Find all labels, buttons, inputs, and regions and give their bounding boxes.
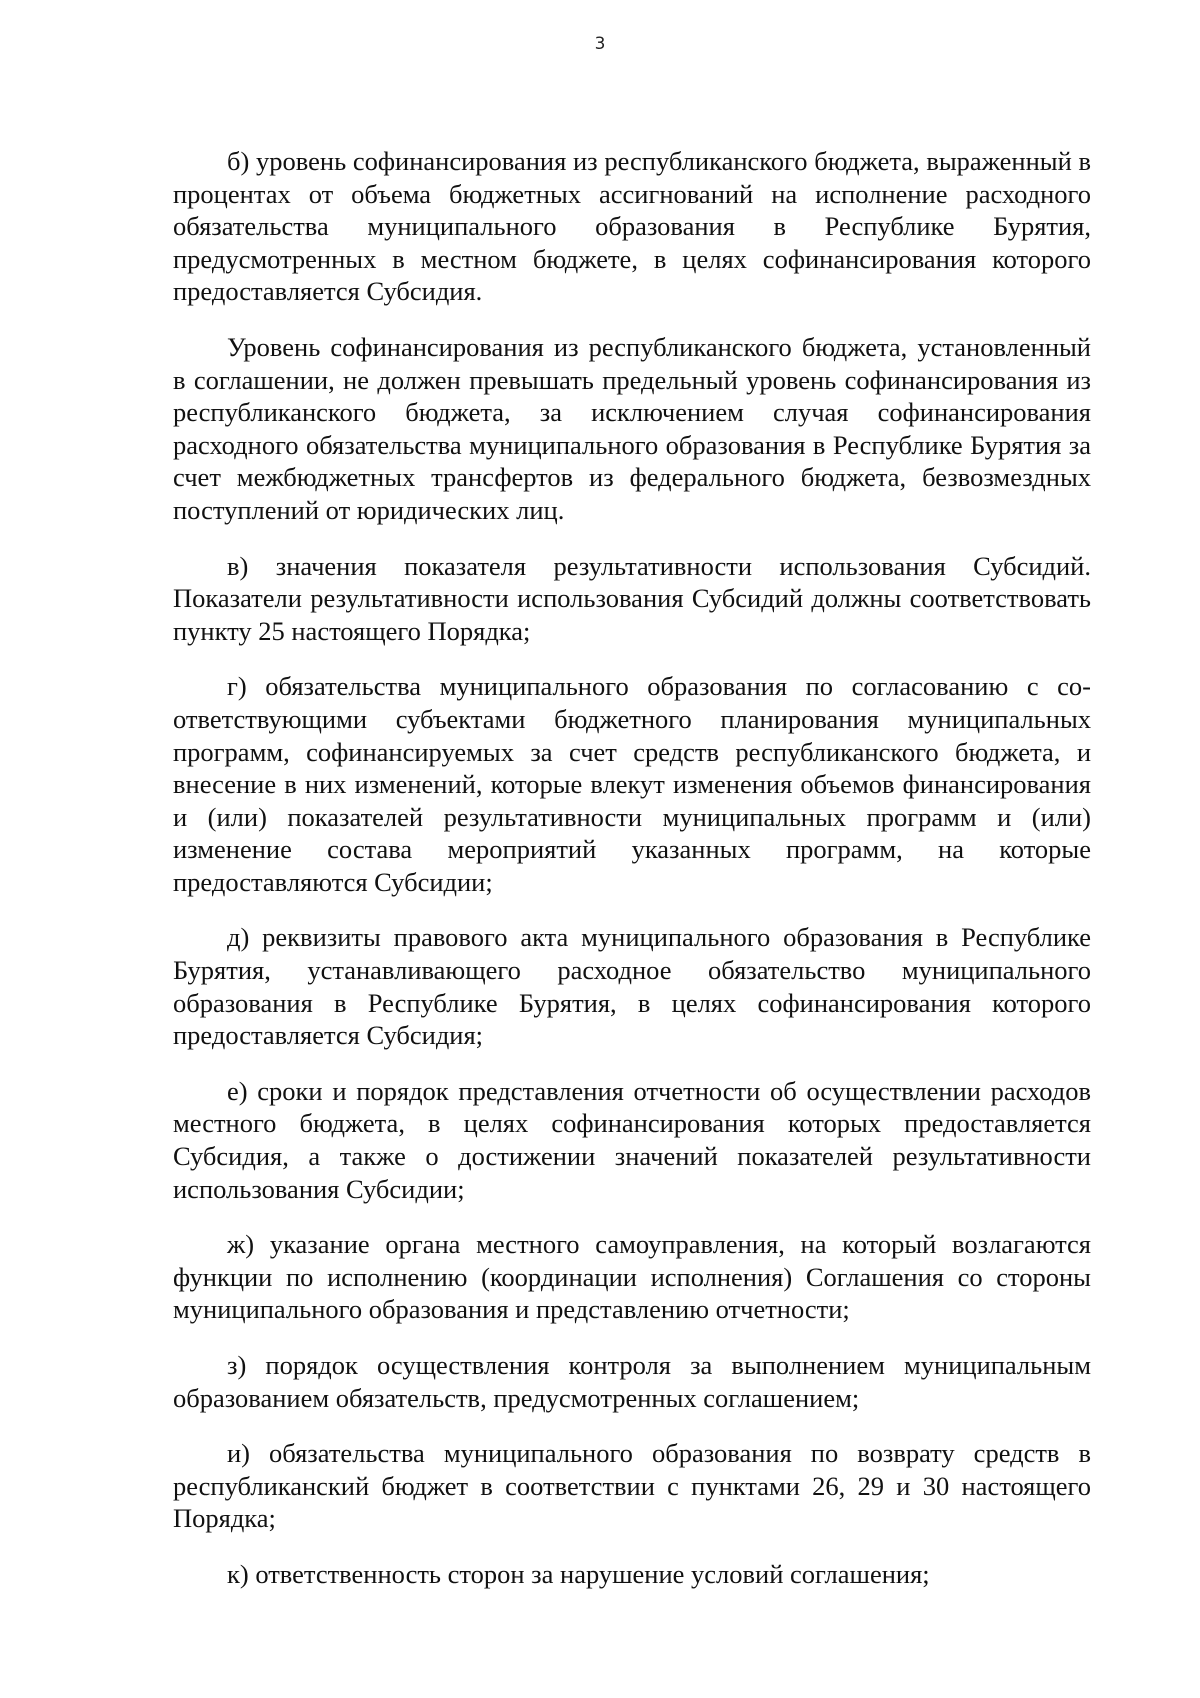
paragraph-e: е) сроки и порядок представления отчетности об осуществлении расходов местного бюджета, в целях софинансирования которых предоставляется Субсидия, а также о достижении значений показателей результативности использования Субсидии; [173,1075,1091,1204]
paragraph-k: к) ответственность сторон за нарушение условий соглашения; [227,1558,930,1589]
page-number: 3 [594,34,606,54]
paragraph-z: з) порядок осуществления контроля за выполнением муниципальным образованием обязательств, предусмотренных соглашением; [173,1350,1091,1413]
paragraph-g: г) обязательства муниципального образования по согласованию с соответствующими субъектами бюджетного планирования муниципальных программ, софинансируемых за счет средств республиканского бюджета, и внесение в них изменений, которые влекут изменения объемов финансирования и (или) показателей результативности муниципальных программ и (или) изменение состава мероприятий указанных программ, на которые предоставляются Субсидии; [173,671,1091,897]
paragraph-b: б) уровень софинансирования из республиканского бюджета, выраженный в процентах от объема бюджетных ассигнований на исполнение расходного обязательства муниципального образования в Республике Бурятия, предусмотренных в местном бюджете, в целях софинансирования которого предоставляется Субсидия. [173,146,1091,307]
paragraph-i: и) обязательства муниципального образования по возврату средств в республиканский бюджет в соответствии с пунктами 26, 29 и 30 настоящего Порядка; [173,1438,1091,1534]
paragraph-v: в) значения показателя результативности использования Субсидий. Показатели результативности использования Субсидий должны соответствовать пункту 25 настоящего Порядка; [173,550,1091,646]
document-body [173,145,1091,1591]
paragraph-co-financing-level: Уровень софинансирования из республиканского бюджета, установленный в соглашении, не должен превышать предельный уровень софинансирования из республиканского бюджета, за исключением случая софинансирования расходного обязательства муниципального образования в Республике Бурятия за счет межбюджетных трансфертов из федерального бюджета, безвозмездных поступлений от юридических лиц. [173,331,1091,525]
paragraph-d: д) реквизиты правового акта муниципального образования в Республике Бурятия, устанавливающего расходное обязательство муниципального образования в Республике Бурятия, в целях софинансирования которого предоставляется Субсидия; [173,922,1091,1051]
paragraph-zh: ж) указание органа местного самоуправления, на который возлагаются функции по исполнению (координации исполнения) Соглашения со стороны муниципального образования и представлению отчетности; [173,1229,1091,1325]
